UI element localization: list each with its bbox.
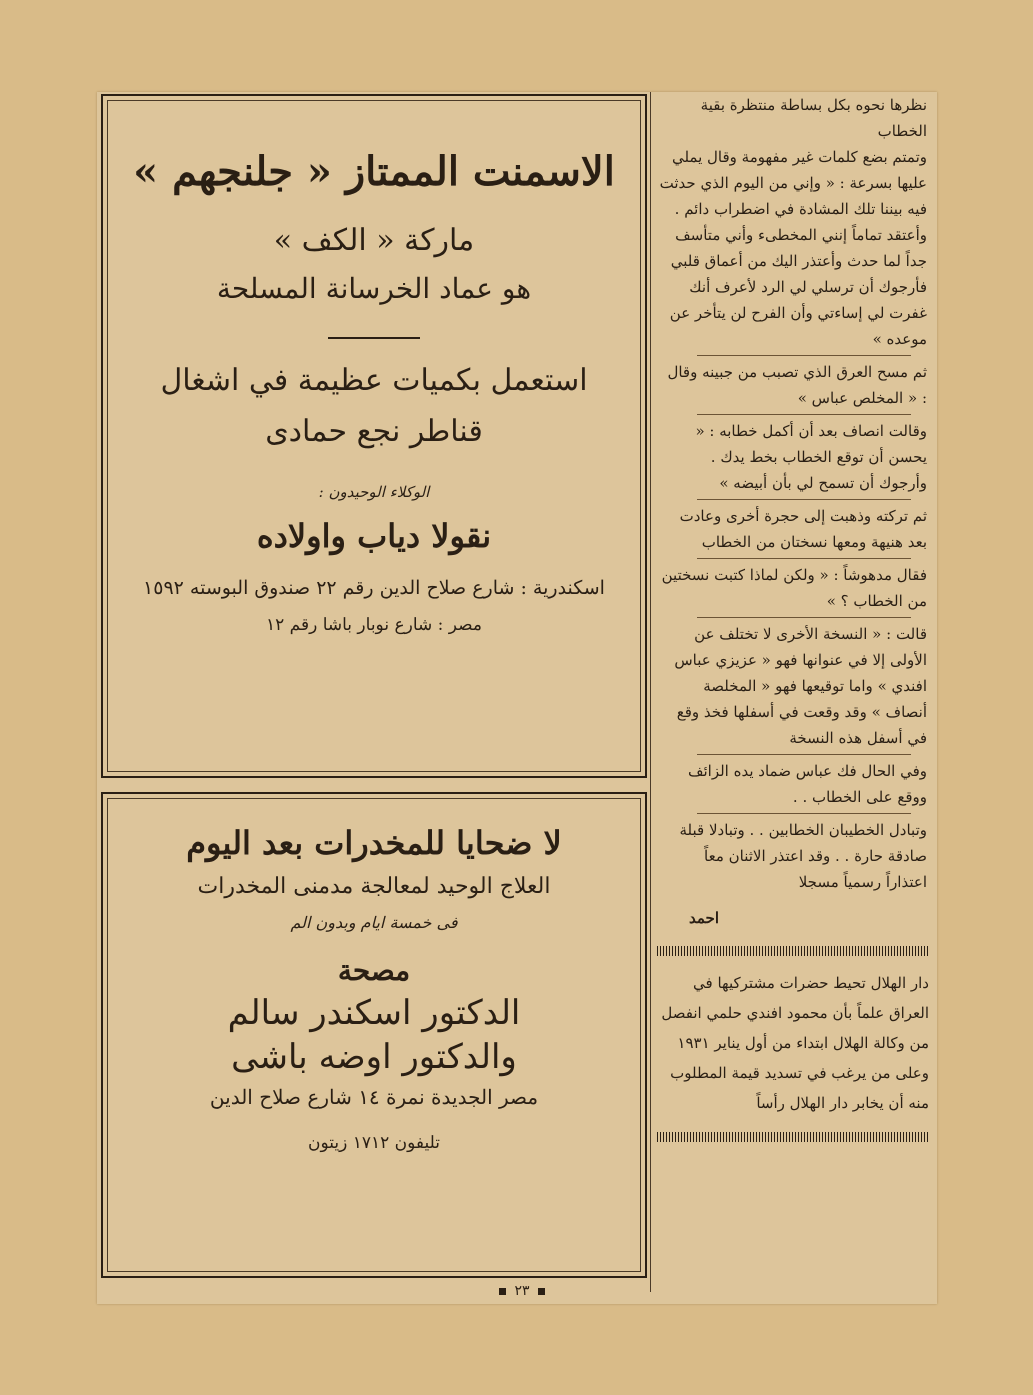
ad-subline: العلاج الوحيد لمعالجة مدمنى المخدرات [197,874,551,899]
ad-duration: فى خمسة ايام وبدون الم [290,913,458,932]
paragraph-divider [697,355,911,356]
ad-usage-line: قناطر نجع حمادى [265,414,483,449]
paragraph-divider [697,617,911,618]
ornamental-rule [657,946,929,956]
ad-address-cairo: مصر : شارع نوبار باشا رقم ١٢ [265,615,483,635]
paragraph-divider [697,813,911,814]
ad-description: هو عماد الخرسانة المسلحة [216,272,532,305]
ad-address: مصر الجديدة نمرة ١٤ شارع صلاح الدين [209,1085,539,1109]
ad-headline: الاسمنت الممتاز « جلنجهم » [133,148,615,195]
ad-usage-line: استعمل بكميات عظيمة في اشغال [160,363,588,398]
clinic-advertisement [101,792,647,1278]
ad-agents-label: الوكلاء الوحيدون : [318,483,430,501]
article-paragraph: ثم مسح العرق الذي تصبب من جبينه وقال : « المخلص عباس » [667,363,927,407]
article-paragraph: وتبادل الخطيبان الخطابين . . وتبادلا قبلة صادقة حارة . . وقد اعتذر الاثنان معاً اعتذاراً رسمياً مسجلا [679,821,927,891]
ad-address-alexandria: اسكندرية : شارع صلاح الدين رقم ٢٢ صندوق البوسته ١٥٩٢ [143,577,605,599]
ad-divider [328,337,420,339]
article-paragraph: وتمتم بضع كلمات غير مفهومة وقال يملي عليها بسرعة : « وإني من اليوم الذي حدثت فيه بيننا تلك المشادة في اضطراب دائم . وأعتقد تماماً إنني المخطىء وأني متأسف جداً لما حدث وأعتذر اليك من أعماق قلبي فأرجوك أن ترسلي لي الرد لأعرف أنك غفرت لي إساءتي وأن الفرح لن يتأخر عن موعده » [659,148,927,348]
article-column [657,92,929,1304]
article-paragraph: وفي الحال فك عباس ضماد يده الزائف ووقع على الخطاب . . [687,762,927,806]
magazine-page [97,92,937,1304]
article-paragraph: وقالت انصاف بعد أن أكمل خطابه : « يحسن أن توقع الخطاب بخط يدك . وأرجوك أن تسمح لي بأن أبيضه » [695,422,927,492]
ornamental-rule [657,1132,929,1142]
paragraph-divider [697,558,911,559]
ad-doctor-name: الدكتور اسكندر سالم [227,993,521,1033]
square-ornament-icon [538,1288,545,1295]
article-paragraph: قالت : « النسخة الأخرى لا تختلف عن الأولى إلا في عنوانها فهو « عزيزي عباس افندي » واما توقيعها فهو « المخلصة أنصاف » وقد وقعت في أسفلها فخذ وقع في أسفل هذه النسخة [674,625,927,747]
ad-clinic-label: مصحة [337,954,411,987]
ad-headline: لا ضحايا للمخدرات بعد اليوم [186,824,562,862]
paragraph-divider [697,414,911,415]
ad-phone: تليفون ١٧١٢ زيتون [307,1133,441,1153]
ad-brand: ماركة « الكف » [273,223,475,258]
publisher-notice: دار الهلال تحيط حضرات مشتركيها في العراق علماً بأن محمود افندي حلمي انفصل من وكالة الهلال ابتداء من أول يناير ١٩٣١ وعلى من يرغب في تسديد قيمة المطلوب منه أن يخابر دار الهلال رأساً [661,974,929,1112]
paragraph-divider [697,754,911,755]
article-paragraph: ثم تركته وذهبت إلى حجرة أخرى وعادت بعد هنيهة ومعها نسختان من الخطاب [679,507,927,551]
column-divider [650,92,651,1292]
paragraph-divider [697,499,911,500]
page-number [477,1283,567,1299]
page-number-value: ٢٣ [514,1283,530,1299]
article-paragraph: فقال مدهوشاً : « ولكن لماذا كتبت نسختين من الخطاب ؟ » [661,566,927,610]
ad-doctor-name: والدكتور اوضه باشى [231,1037,517,1077]
ad-agents-name: نقولا دياب واولاده [256,517,492,555]
cement-advertisement [101,94,647,778]
article-paragraph: نظرها نحوه بكل بساطة منتظرة بقية الخطاب [700,96,927,140]
square-ornament-icon [499,1288,506,1295]
author-signature: احمد [689,909,719,927]
